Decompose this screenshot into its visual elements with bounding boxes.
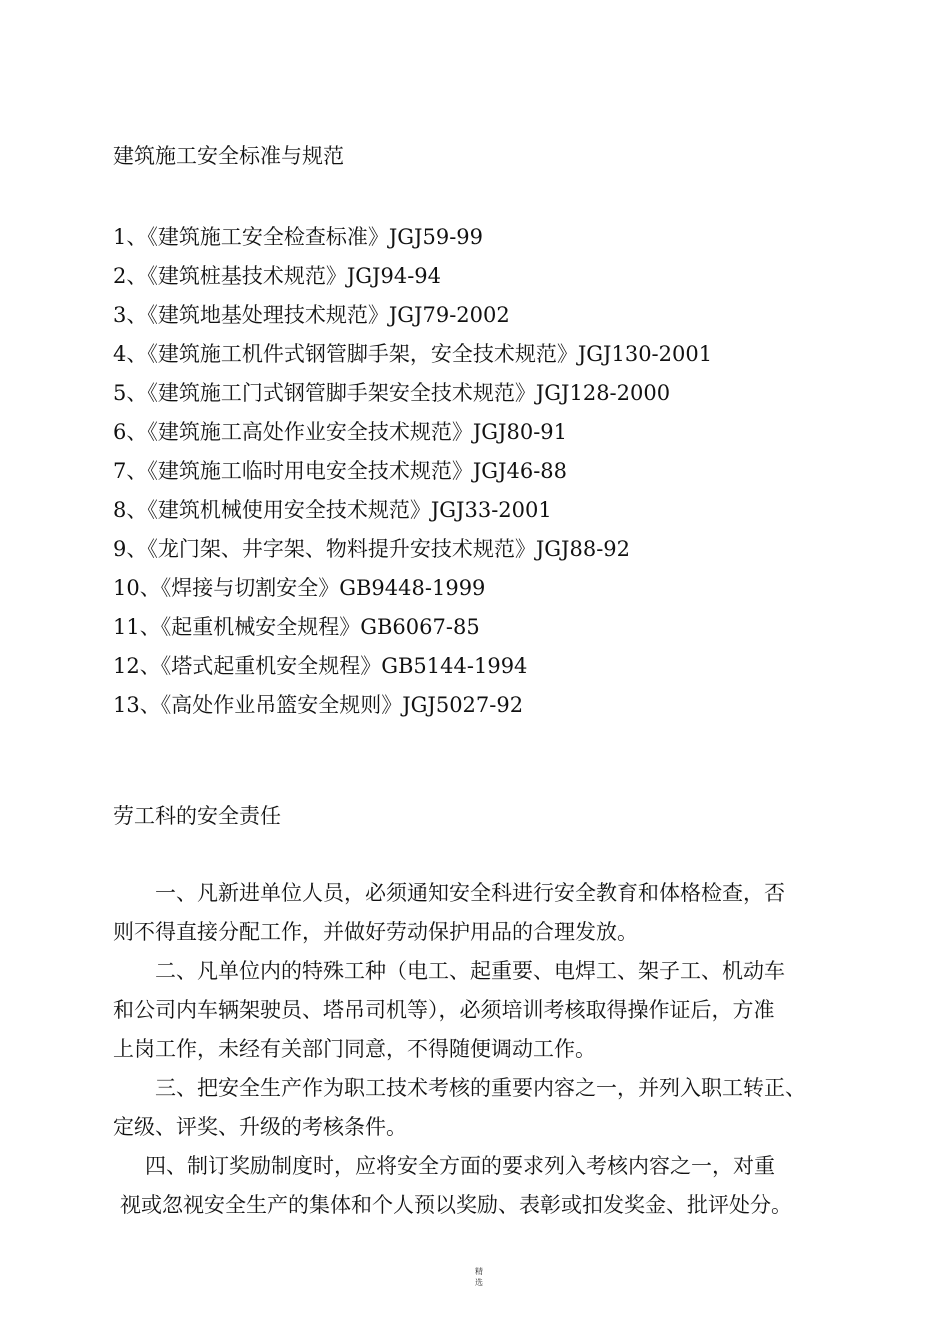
standard-item: 4、《建筑施工机件式钢管脚手架，安全技术规范》JGJ130-2001 bbox=[113, 342, 713, 366]
responsibility-paragraph-1 bbox=[113, 874, 838, 952]
standard-item: 5、《建筑施工门式钢管脚手架安全技术规范》JGJ128-2000 bbox=[113, 381, 671, 405]
section-title-labor: 劳工科的安全责任 bbox=[113, 804, 281, 828]
standard-item: 1、《建筑施工安全检查标准》JGJ59-99 bbox=[113, 225, 484, 249]
paragraph-line: 三、把安全生产作为职工技术考核的重要内容之一，并列入职工转正、 bbox=[155, 1076, 806, 1100]
paragraph-line: 四、制订奖励制度时，应将安全方面的要求列入考核内容之一，对重 bbox=[145, 1154, 775, 1178]
standard-item: 6、《建筑施工高处作业安全技术规范》JGJ80-91 bbox=[113, 420, 568, 444]
footer-char: 选 bbox=[475, 1278, 483, 1287]
standard-item: 9、《龙门架、井字架、物料提升安技术规范》JGJ88-92 bbox=[113, 537, 631, 561]
paragraph-line: 视或忽视安全生产的集体和个人预以奖励、表彰或扣发奖金、批评处分。 bbox=[120, 1193, 792, 1217]
paragraph-line: 一、凡新进单位人员，必须通知安全科进行安全教育和体格检查，否 bbox=[155, 881, 785, 905]
standard-item: 13、《高处作业吊篮安全规则》JGJ5027-92 bbox=[113, 693, 524, 717]
section-title-standards: 建筑施工安全标准与规范 bbox=[113, 144, 344, 168]
standard-item: 8、《建筑机械使用安全技术规范》JGJ33-2001 bbox=[113, 498, 552, 522]
responsibility-paragraph-2 bbox=[113, 952, 838, 1069]
standard-item: 12、《塔式起重机安全规程》GB5144-1994 bbox=[113, 654, 528, 678]
footer-char: 精 bbox=[475, 1267, 483, 1276]
paragraph-line: 和公司内车辆架驶员、塔吊司机等），必须培训考核取得操作证后，方准 bbox=[113, 998, 775, 1022]
standard-item: 3、《建筑地基处理技术规范》JGJ79-2002 bbox=[113, 303, 510, 327]
standards-list bbox=[113, 222, 712, 729]
standard-item: 7、《建筑施工临时用电安全技术规范》JGJ46-88 bbox=[113, 459, 568, 483]
responsibility-paragraph-4 bbox=[113, 1147, 838, 1225]
paragraph-line: 二、凡单位内的特殊工种（电工、起重要、电焊工、架子工、机动车 bbox=[155, 959, 785, 983]
standard-item: 11、《起重机械安全规程》GB6067-85 bbox=[113, 615, 480, 639]
standard-item: 2、《建筑桩基技术规范》JGJ94-94 bbox=[113, 264, 442, 288]
paragraph-line: 定级、评奖、升级的考核条件。 bbox=[113, 1115, 407, 1139]
responsibility-paragraph-3 bbox=[113, 1069, 838, 1147]
standard-item: 10、《焊接与切割安全》GB9448-1999 bbox=[113, 576, 486, 600]
paragraph-line: 则不得直接分配工作，并做好劳动保护用品的合理发放。 bbox=[113, 920, 638, 944]
paragraph-line: 上岗工作，未经有关部门同意，不得随便调动工作。 bbox=[113, 1037, 596, 1061]
page-footer-mark bbox=[464, 1266, 494, 1288]
